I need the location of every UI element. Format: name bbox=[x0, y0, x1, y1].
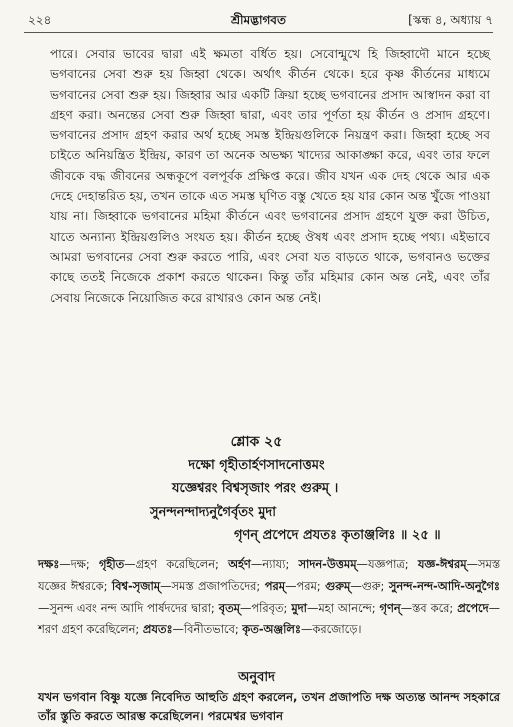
synonym-meaning: —পরিবৃত; bbox=[239, 600, 292, 615]
synonym-meaning: —যজ্ঞপাত্র; bbox=[356, 557, 418, 571]
book-title: শ্রীমদ্ভাগবত bbox=[230, 13, 286, 27]
verse-line-4: গৃণন্ প্রপেদে প্রযতঃ কৃতাঞ্জলিঃ ॥ ২৫ ॥ bbox=[234, 528, 441, 543]
synonym-term: দক্ষঃ bbox=[38, 557, 60, 571]
synonym-term: সাদন-উত্তমম্ bbox=[298, 557, 357, 571]
synonym-meaning: —মহা আনন্দে; bbox=[306, 600, 380, 615]
synonym-meaning: —বিনীতভাবে; bbox=[172, 622, 243, 637]
synonym-term: অর্হণ bbox=[228, 557, 251, 571]
synonym-meaning: —গুরু; bbox=[350, 578, 389, 593]
translation-block bbox=[38, 688, 500, 726]
synonym-term: মুদা bbox=[291, 600, 307, 615]
synonym-term: প্রযতঃ bbox=[142, 622, 173, 637]
purport-text: পারে। সেবার ভাবের দ্বারা এই ক্ষমতা বর্ধিত হয়। সেবোন্মুখে হি জিহ্বাদৌ মানে হচ্ছে ভগবানের সেবা শুরু হয় জিহ্বা থেকে। অর্থাৎ কীর্তন থেকে। হরে কৃষ্ণ কীর্তনের মাধ্যমে ভগবানের সেবা শুরু হয়। জিহ্বার আর একটি ক্রিয়া হচ্ছে ভগবানের প্রসাদ আস্বাদন করা বা গ্রহণ করা। অনন্তের সেবা শুরু জিহ্বা দ্বারা, এবং তার পূর্ণতা হয় কীর্তন ও প্রসাদ গ্রহণে। ভগবানের প্রসাদ গ্রহণ করার অর্থ হচ্ছে সমস্ত ইন্দ্রিয়গুলিকে নিয়ন্ত্রণ করা। জিহ্বা হচ্ছে সব চাইতে অনিয়ন্ত্রিত ইন্দ্রিয়, কারণ তা অনেক অভক্ষ্য খাদ্যের আকাঙ্ক্ষা করে, এবং তার ফলে জীবকে বদ্ধ জীবনের অন্ধকূপে বলপূর্বক প্রক্ষিপ্ত করে। জীব যখন এক দেহ থেকে আর এক দেহে দেহান্তরিত হয়, তখন তাকে এত সমস্ত ঘৃণিত বস্তু খেতে হয় যার কোন অন্ত খুঁজে পাওয়া যায় না। জিহ্বাকে ভগবানের মহিমা কীর্তনে এবং ভগবানের প্রসাদ গ্রহণে যুক্ত করা উচিত, যাতে অন্যান্য ইন্দ্রিয়গুলিও সংযত হয়। কীর্তন হচ্ছে ঔষধ এবং প্রসাদ হচ্ছে পথ্য। এইভাবে আমরা ভগবানের সেবা শুরু করতে পারি, এবং সেবা যত বাড়তে থাকে, ভগবানও ভক্তের কাছে ততই নিজেকে প্রকাশ করতে থাকেন। কিন্তু তাঁর মহিমার কোন অন্ত নেই, এবং তাঁর সেবায় নিজেকে নিয়োজিত করে রাখারও কোন অন্ত নেই। bbox=[50, 47, 490, 305]
page-header bbox=[24, 10, 493, 33]
translation-heading: অনুবাদ bbox=[238, 670, 275, 685]
verse-line-2: যজ্ঞেশ্বরং বিশ্বসৃজাং পরং গুরুম্ । bbox=[172, 481, 339, 496]
synonym-term: গৃহীত bbox=[98, 557, 125, 571]
verse-line-1: দক্ষো গৃহীতার্হণসাদনোত্তমং bbox=[188, 458, 325, 473]
synonym-term: বৃতম্ bbox=[218, 600, 240, 615]
synonym-meaning: —ন্যায্য; bbox=[250, 557, 299, 571]
verse-heading: শ্লোক ২৫ bbox=[230, 434, 283, 450]
page-number: ২২৪ bbox=[28, 13, 52, 27]
synonym-term: কৃত-অঞ্জলিঃ bbox=[242, 622, 301, 637]
synonym-meaning: —স্তব করে; bbox=[400, 600, 458, 615]
synonym-term: প্রপেদে bbox=[457, 600, 489, 615]
verse-line-3: সুনন্দনন্দাদ্যনুগৈর্বৃতং মুদা bbox=[150, 505, 277, 520]
chapter-reference: [স্কন্ধ ৪, অধ্যায় ৭ bbox=[408, 13, 493, 27]
synonym-meaning: —সুনন্দ এবং নন্দ আদি পার্ষদদের দ্বারা; bbox=[38, 600, 219, 615]
synonym-meaning: —করজোড়ে। bbox=[300, 622, 362, 637]
synonym-term: পরম্ bbox=[264, 578, 286, 593]
synonym-term: গৃণন্ bbox=[379, 600, 401, 615]
translation-text: যখন ভগবান বিষ্ণু যজ্ঞে নিবেদিত আহুতি গ্রহণ করলেন, তখন প্রজাপতি দক্ষ অত্যন্ত আনন্দ সহকারে তাঁর স্তুতি করতে আরম্ভ করেছিলেন। পরমেশ্বর ভগবান bbox=[38, 690, 500, 723]
synonym-term: সুনন্দ-নন্দ-আদি-অনুগৈঃ bbox=[388, 578, 501, 593]
synonym-meaning: —সমস্ত যজ্ঞের ঈশ্বরকে; bbox=[38, 557, 501, 593]
synonym-meaning: —সমস্ত প্রজাপতিদের; bbox=[160, 578, 265, 593]
synonym-term: যজ্ঞ-ঈশ্বরম্ bbox=[417, 557, 467, 571]
synonym-term: গুরুম্ bbox=[325, 578, 351, 593]
word-synonyms bbox=[38, 554, 500, 641]
synonym-meaning: —দক্ষ; bbox=[59, 557, 99, 571]
synonym-meaning: —শরণ গ্রহণ করেছিলেন; bbox=[38, 600, 501, 637]
synonym-term: বিশ্ব-সৃজাম্ bbox=[111, 578, 161, 593]
synonyms-paragraph bbox=[38, 554, 500, 641]
purport-paragraph bbox=[50, 44, 490, 308]
synonym-meaning: —গ্রহণ করেছিলেন; bbox=[124, 557, 229, 571]
synonym-meaning: —পরম; bbox=[285, 578, 326, 593]
